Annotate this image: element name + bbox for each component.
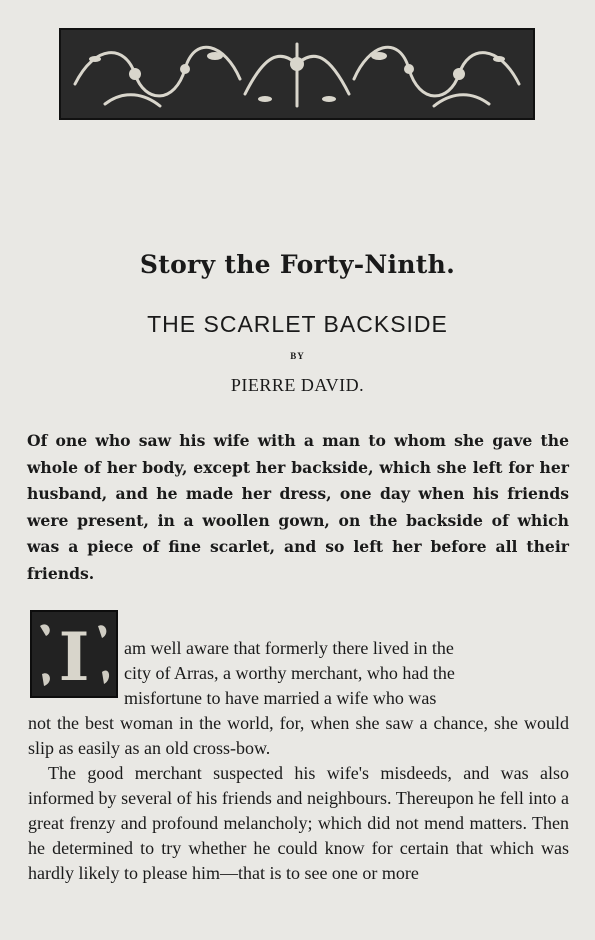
paragraph-1-opening: [28, 636, 569, 711]
drop-cap-letter: I: [58, 618, 90, 696]
paragraph-2: The good merchant suspected his wife's misdeeds, and was also informed by several of his friends and neighbours. Thereupon he fell into a great frenzy and profound melancholy; which did not mend matters. Then he determined to try whether he could know for certain that which was hardly likely to please him—that is to see one or more: [28, 763, 569, 883]
paragraph-1-continuation: not the best woman in the world, for, when she saw a chance, she would slip as easily as an old cross-bow.: [28, 713, 569, 758]
story-title: Story the Forty-Ninth.: [139, 250, 456, 279]
text-line: city of Arras, a worthy merchant, who had the: [124, 663, 455, 683]
byline-label: BY: [290, 351, 305, 361]
text-line: misfortune to have married a wife who was: [124, 688, 437, 708]
author-name: PIERRE DAVID.: [230, 375, 365, 395]
floral-scroll-ornament-icon: [65, 34, 529, 114]
story-summary: Of one who saw his wife with a man to whom she gave the whole of her body, except her backside, which she left for her husband, and he made her dress, one day when his friends were present, in a woollen gown, on the backside of which was a piece of fine scarlet, and so left her before all their friends.: [27, 431, 569, 583]
ornamental-header-banner: [59, 28, 535, 120]
story-subtitle: THE SCARLET BACKSIDE: [147, 311, 448, 337]
text-line: am well aware that formerly there lived in the: [124, 638, 454, 658]
story-body: [28, 636, 569, 886]
